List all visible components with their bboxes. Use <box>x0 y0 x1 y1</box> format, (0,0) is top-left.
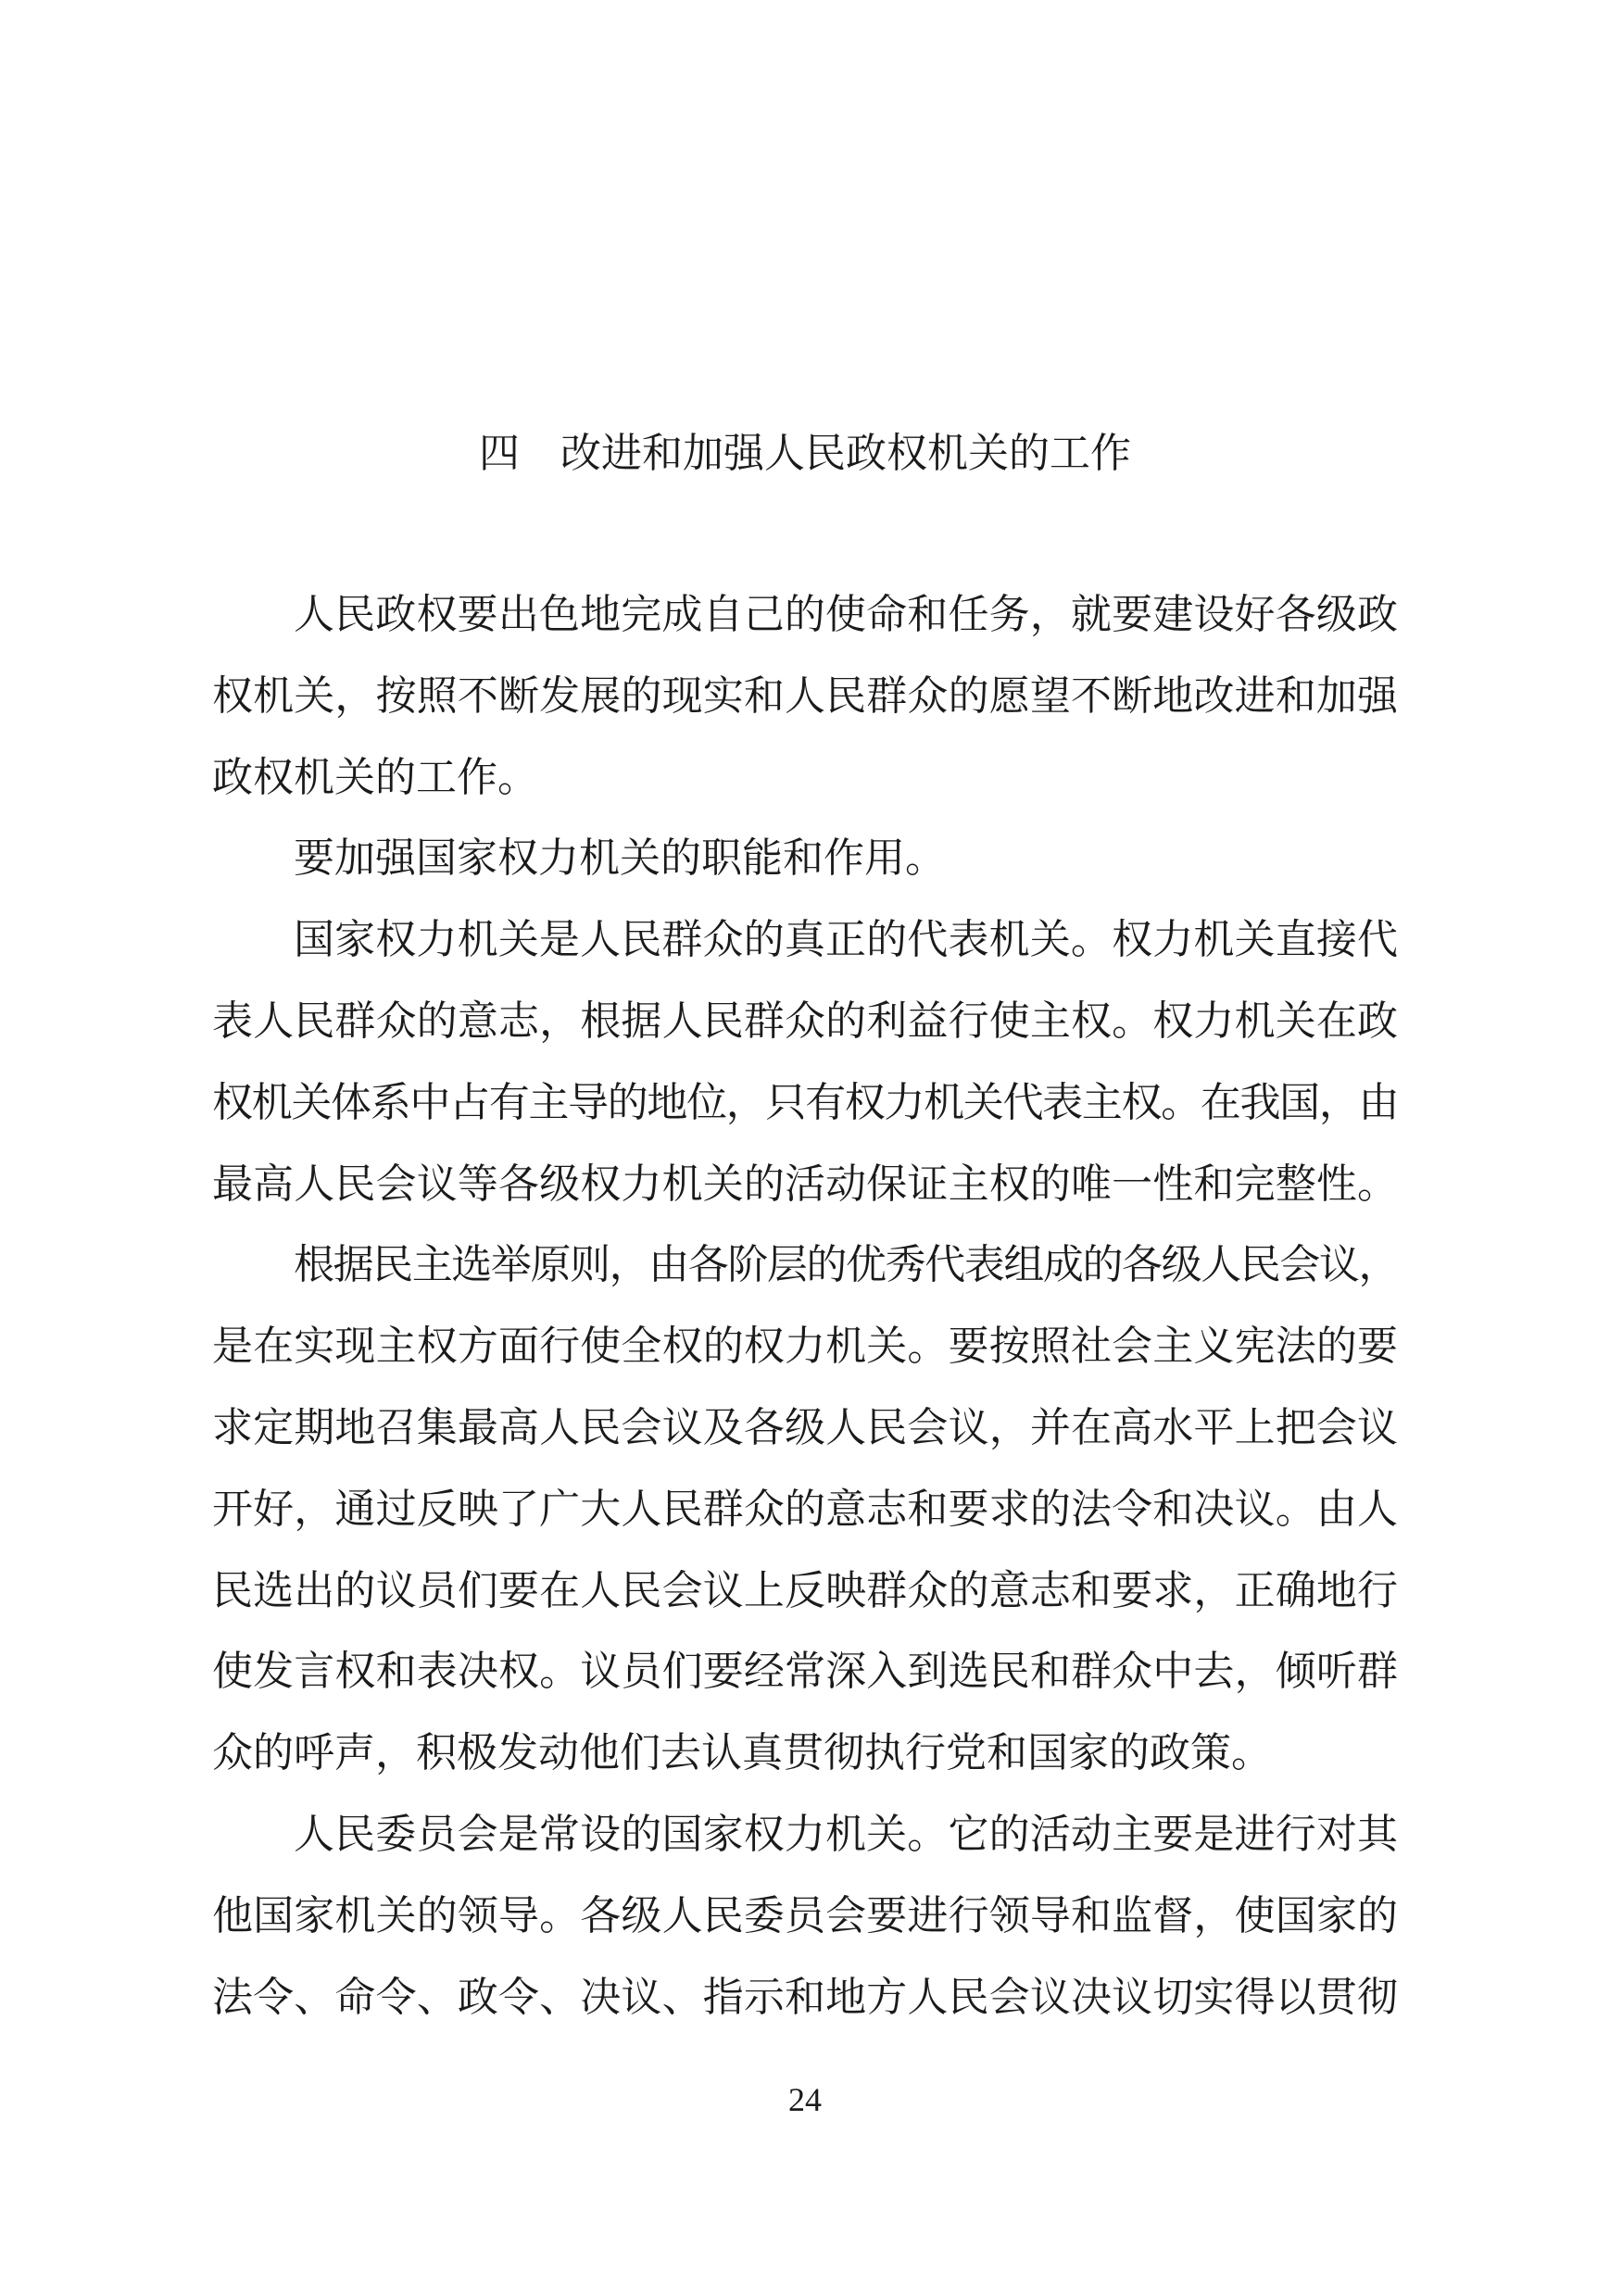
paragraph <box>212 1794 1398 2038</box>
text-line: 他国家机关的领导。各级人民委员会要进行领导和监督，使国家的 <box>212 1891 1398 1939</box>
text-line: 权机关体系中占有主导的地位，只有权力机关代表主权。在我国，由 <box>212 1078 1398 1126</box>
paragraph <box>212 1224 1398 1794</box>
text-line: 根据民主选举原则，由各阶层的优秀代表组成的各级人民会议， <box>294 1241 1398 1289</box>
text-line: 求定期地召集最高人民会议及各级人民会议，并在高水平上把会议 <box>212 1403 1398 1451</box>
text-line: 政权机关的工作。 <box>212 753 538 801</box>
body-text <box>212 574 1398 2038</box>
text-line: 人民委员会是常设的国家权力机关。它的活动主要是进行对其 <box>294 1810 1398 1858</box>
text-line: 表人民群众的意志，根据人民群众的利益行使主权。权力机关在政 <box>212 997 1398 1045</box>
text-line: 最高人民会议等各级权力机关的活动保证主权的唯一性和完整性。 <box>212 1160 1398 1208</box>
text-line: 是在实现主权方面行使全权的权力机关。要按照社会主义宪法的要 <box>212 1323 1398 1371</box>
text-line: 民选出的议员们要在人民会议上反映群众的意志和要求，正确地行 <box>212 1566 1398 1614</box>
paragraph <box>212 818 1398 899</box>
text-line: 法令、命令、政令、决议、指示和地方人民会议决议切实得以贯彻 <box>212 1973 1398 2021</box>
text-line: 国家权力机关是人民群众的真正的代表机关。权力机关直接代 <box>294 916 1398 964</box>
paragraph <box>212 574 1398 818</box>
section-heading <box>0 413 1610 495</box>
page-number: 24 <box>788 2081 822 2118</box>
paragraph <box>212 899 1398 1224</box>
text-line: 要加强国家权力机关的职能和作用。 <box>294 834 946 883</box>
section-title: 改进和加强人民政权机关的工作 <box>560 430 1131 477</box>
text-line: 人民政权要出色地完成自己的使命和任务，就要建设好各级政 <box>294 591 1398 638</box>
text-line: 众的呼声，积极发动他们去认真贯彻执行党和国家的政策。 <box>212 1729 1272 1777</box>
section-number: 四 <box>479 430 520 477</box>
text-line: 使发言权和表决权。议员们要经常深入到选民和群众中去，倾听群 <box>212 1648 1398 1696</box>
text-line: 开好，通过反映了广大人民群众的意志和要求的法令和决议。由人 <box>212 1485 1398 1533</box>
text-line: 权机关，按照不断发展的现实和人民群众的愿望不断地改进和加强 <box>212 671 1398 720</box>
